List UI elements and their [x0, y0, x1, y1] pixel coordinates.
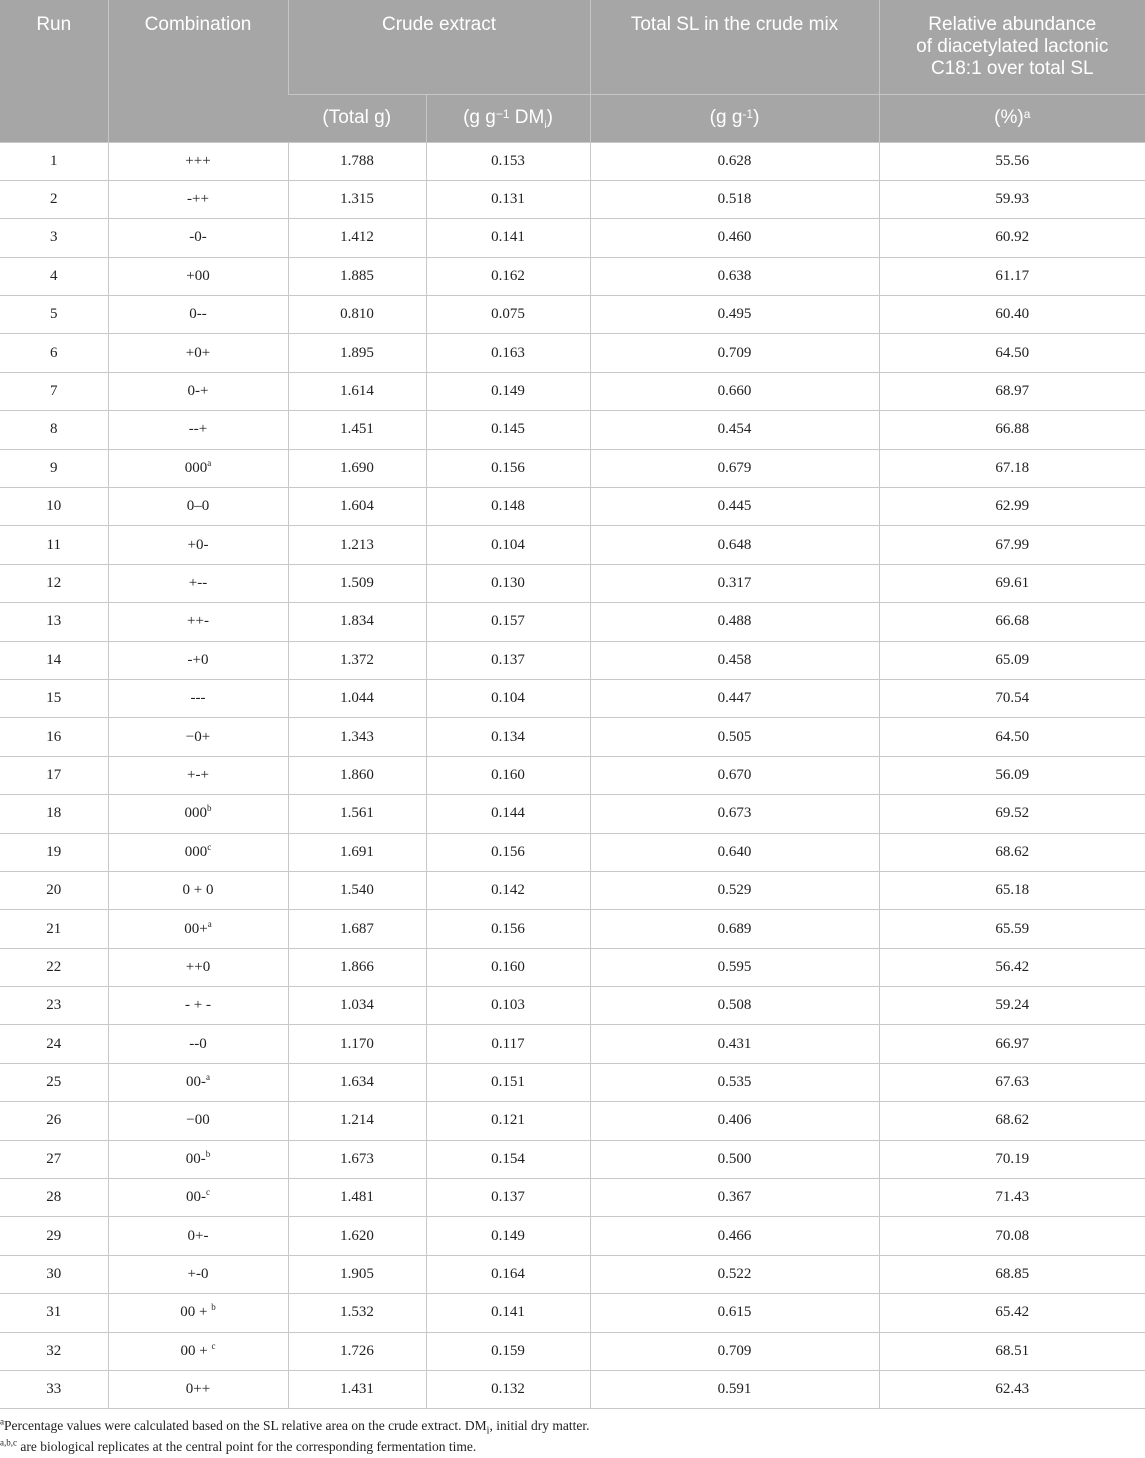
cell-run: 29 — [0, 1217, 108, 1255]
cell-total-g: 1.634 — [288, 1063, 426, 1101]
cell-total-g: 1.481 — [288, 1179, 426, 1217]
cell-relative-abundance: 67.18 — [879, 449, 1145, 487]
cell-g-per-g-dm: 0.142 — [426, 871, 590, 909]
cell-total-g: 1.214 — [288, 1102, 426, 1140]
cell-relative-abundance: 66.68 — [879, 603, 1145, 641]
cell-run: 2 — [0, 180, 108, 218]
cell-total-sl: 0.628 — [590, 142, 879, 180]
header-run: Run — [0, 0, 108, 142]
cell-run: 5 — [0, 296, 108, 334]
cell-relative-abundance: 68.97 — [879, 372, 1145, 410]
cell-combination: +00 — [108, 257, 288, 295]
table-row — [0, 641, 1145, 679]
cell-relative-abundance: 61.17 — [879, 257, 1145, 295]
cell-g-per-g-dm: 0.103 — [426, 987, 590, 1025]
cell-total-g: 1.213 — [288, 526, 426, 564]
cell-combination: -+0 — [108, 641, 288, 679]
cell-combination: --- — [108, 679, 288, 717]
header-total-sl: Total SL in the crude mix — [590, 0, 879, 94]
cell-g-per-g-dm: 0.134 — [426, 718, 590, 756]
cell-g-per-g-dm: 0.148 — [426, 488, 590, 526]
cell-total-sl: 0.689 — [590, 910, 879, 948]
cell-total-g: 1.673 — [288, 1140, 426, 1178]
cell-total-g: 1.540 — [288, 871, 426, 909]
cell-relative-abundance: 56.42 — [879, 948, 1145, 986]
cell-g-per-g-dm: 0.131 — [426, 180, 590, 218]
cell-total-sl: 0.488 — [590, 603, 879, 641]
cell-total-sl: 0.466 — [590, 1217, 879, 1255]
cell-g-per-g-dm: 0.137 — [426, 1179, 590, 1217]
unit-percent: (%)$^a$ — [879, 94, 1145, 142]
cell-relative-abundance: 65.09 — [879, 641, 1145, 679]
cell-g-per-g-dm: 0.149 — [426, 372, 590, 410]
cell-total-g: 1.604 — [288, 488, 426, 526]
cell-g-per-g-dm: 0.156 — [426, 910, 590, 948]
cell-total-sl: 0.317 — [590, 564, 879, 602]
cell-run: 22 — [0, 948, 108, 986]
cell-relative-abundance: 68.51 — [879, 1332, 1145, 1370]
cell-run: 13 — [0, 603, 108, 641]
table-row — [0, 219, 1145, 257]
cell-combination: -0- — [108, 219, 288, 257]
cell-total-g: 1.788 — [288, 142, 426, 180]
cell-total-g: 1.905 — [288, 1255, 426, 1293]
cell-run: 17 — [0, 756, 108, 794]
cell-combination: 00-$^a$ — [108, 1063, 288, 1101]
cell-total-sl: 0.445 — [590, 488, 879, 526]
cell-run: 26 — [0, 1102, 108, 1140]
cell-combination: -++ — [108, 180, 288, 218]
cell-g-per-g-dm: 0.157 — [426, 603, 590, 641]
cell-g-per-g-dm: 0.153 — [426, 142, 590, 180]
table-row — [0, 679, 1145, 717]
cell-total-g: 1.315 — [288, 180, 426, 218]
cell-combination: 000$^a$ — [108, 449, 288, 487]
cell-total-g: 1.372 — [288, 641, 426, 679]
cell-run: 25 — [0, 1063, 108, 1101]
cell-combination: --0 — [108, 1025, 288, 1063]
table-row — [0, 449, 1145, 487]
cell-relative-abundance: 60.40 — [879, 296, 1145, 334]
cell-total-g: 1.691 — [288, 833, 426, 871]
cell-relative-abundance: 64.50 — [879, 334, 1145, 372]
footnote-a: $^a$Percentage values were calculated based on the SL relative area on the crude extract. $DM_i$, initial dry matter. — [0, 1416, 590, 1437]
cell-total-g: 1.561 — [288, 795, 426, 833]
cell-total-sl: 0.535 — [590, 1063, 879, 1101]
table-row — [0, 833, 1145, 871]
cell-run: 6 — [0, 334, 108, 372]
cell-run: 15 — [0, 679, 108, 717]
cell-total-sl: 0.508 — [590, 987, 879, 1025]
cell-combination: 0–0 — [108, 488, 288, 526]
cell-combination: - + - — [108, 987, 288, 1025]
cell-combination: 00 + $^c$ — [108, 1332, 288, 1370]
cell-combination: 00+$^a$ — [108, 910, 288, 948]
cell-total-sl: 0.431 — [590, 1025, 879, 1063]
cell-total-g: 1.834 — [288, 603, 426, 641]
cell-run: 12 — [0, 564, 108, 602]
table-row — [0, 987, 1145, 1025]
cell-run: 11 — [0, 526, 108, 564]
cell-total-sl: 0.458 — [590, 641, 879, 679]
cell-total-sl: 0.495 — [590, 296, 879, 334]
cell-combination: ++- — [108, 603, 288, 641]
cell-total-sl: 0.638 — [590, 257, 879, 295]
table-row — [0, 756, 1145, 794]
cell-run: 32 — [0, 1332, 108, 1370]
cell-total-g: 1.451 — [288, 411, 426, 449]
cell-relative-abundance: 69.61 — [879, 564, 1145, 602]
cell-run: 14 — [0, 641, 108, 679]
cell-relative-abundance: 70.19 — [879, 1140, 1145, 1178]
cell-total-sl: 0.679 — [590, 449, 879, 487]
cell-run: 10 — [0, 488, 108, 526]
cell-total-sl: 0.522 — [590, 1255, 879, 1293]
cell-total-g: 1.895 — [288, 334, 426, 372]
cell-run: 9 — [0, 449, 108, 487]
cell-g-per-g-dm: 0.162 — [426, 257, 590, 295]
table-row — [0, 1025, 1145, 1063]
cell-run: 8 — [0, 411, 108, 449]
table-row — [0, 910, 1145, 948]
cell-combination: −0+ — [108, 718, 288, 756]
cell-run: 16 — [0, 718, 108, 756]
header-relative-abundance — [879, 0, 1145, 94]
cell-run: 31 — [0, 1294, 108, 1332]
cell-total-g: 1.620 — [288, 1217, 426, 1255]
cell-relative-abundance: 67.99 — [879, 526, 1145, 564]
cell-g-per-g-dm: 0.160 — [426, 756, 590, 794]
cell-g-per-g-dm: 0.141 — [426, 1294, 590, 1332]
cell-total-sl: 0.505 — [590, 718, 879, 756]
cell-total-g: 1.412 — [288, 219, 426, 257]
cell-run: 18 — [0, 795, 108, 833]
cell-combination: 000$^c$ — [108, 833, 288, 871]
cell-total-sl: 0.454 — [590, 411, 879, 449]
cell-total-g: 1.690 — [288, 449, 426, 487]
cell-relative-abundance: 56.09 — [879, 756, 1145, 794]
cell-g-per-g-dm: 0.151 — [426, 1063, 590, 1101]
cell-total-sl: 0.529 — [590, 871, 879, 909]
cell-relative-abundance: 66.88 — [879, 411, 1145, 449]
footnote-abc: $^{a,b,c}$ are biological replicates at the central point for the corresponding fermentation time. — [0, 1437, 477, 1454]
cell-total-sl: 0.367 — [590, 1179, 879, 1217]
cell-total-g: 1.431 — [288, 1371, 426, 1409]
cell-total-g: 0.810 — [288, 296, 426, 334]
cell-combination: +-- — [108, 564, 288, 602]
cell-relative-abundance: 66.97 — [879, 1025, 1145, 1063]
cell-combination: 0+- — [108, 1217, 288, 1255]
cell-total-sl: 0.591 — [590, 1371, 879, 1409]
cell-g-per-g-dm: 0.145 — [426, 411, 590, 449]
cell-combination: −00 — [108, 1102, 288, 1140]
unit-g-per-g-dm: (g $g^{-1}$ $DM_i$) — [426, 94, 590, 142]
table-row — [0, 1063, 1145, 1101]
cell-relative-abundance: 62.43 — [879, 1371, 1145, 1409]
cell-total-sl: 0.660 — [590, 372, 879, 410]
cell-total-sl: 0.447 — [590, 679, 879, 717]
table-row — [0, 334, 1145, 372]
cell-g-per-g-dm: 0.144 — [426, 795, 590, 833]
cell-total-sl: 0.709 — [590, 334, 879, 372]
cell-combination: 0++ — [108, 1371, 288, 1409]
cell-combination: +0+ — [108, 334, 288, 372]
cell-total-g: 1.885 — [288, 257, 426, 295]
cell-g-per-g-dm: 0.154 — [426, 1140, 590, 1178]
table-header — [0, 0, 1145, 142]
cell-relative-abundance: 68.85 — [879, 1255, 1145, 1293]
table-row — [0, 1102, 1145, 1140]
table-row — [0, 372, 1145, 410]
cell-g-per-g-dm: 0.159 — [426, 1332, 590, 1370]
cell-g-per-g-dm: 0.156 — [426, 449, 590, 487]
table-row — [0, 795, 1145, 833]
cell-total-sl: 0.673 — [590, 795, 879, 833]
cell-total-g: 1.860 — [288, 756, 426, 794]
cell-relative-abundance: 60.92 — [879, 219, 1145, 257]
cell-run: 7 — [0, 372, 108, 410]
cell-relative-abundance: 65.59 — [879, 910, 1145, 948]
table-row — [0, 1140, 1145, 1178]
cell-total-g: 1.034 — [288, 987, 426, 1025]
cell-run: 1 — [0, 142, 108, 180]
cell-total-sl: 0.500 — [590, 1140, 879, 1178]
cell-total-sl: 0.640 — [590, 833, 879, 871]
cell-run: 19 — [0, 833, 108, 871]
cell-relative-abundance: 59.24 — [879, 987, 1145, 1025]
table-row — [0, 142, 1145, 180]
cell-combination: +0- — [108, 526, 288, 564]
table-row — [0, 1255, 1145, 1293]
cell-combination: 00-$^b$ — [108, 1140, 288, 1178]
table-row — [0, 871, 1145, 909]
cell-run: 4 — [0, 257, 108, 295]
cell-run: 24 — [0, 1025, 108, 1063]
table-row — [0, 180, 1145, 218]
cell-total-g: 1.687 — [288, 910, 426, 948]
cell-run: 27 — [0, 1140, 108, 1178]
cell-total-sl: 0.460 — [590, 219, 879, 257]
cell-g-per-g-dm: 0.141 — [426, 219, 590, 257]
table-row — [0, 1179, 1145, 1217]
table-row — [0, 488, 1145, 526]
cell-g-per-g-dm: 0.156 — [426, 833, 590, 871]
header-crude-extract: Crude extract — [288, 0, 590, 94]
table-row — [0, 948, 1145, 986]
cell-relative-abundance: 55.56 — [879, 142, 1145, 180]
cell-total-g: 1.726 — [288, 1332, 426, 1370]
cell-g-per-g-dm: 0.163 — [426, 334, 590, 372]
cell-run: 3 — [0, 219, 108, 257]
cell-relative-abundance: 62.99 — [879, 488, 1145, 526]
table-row — [0, 1217, 1145, 1255]
cell-combination: 0-- — [108, 296, 288, 334]
cell-total-g: 1.343 — [288, 718, 426, 756]
cell-g-per-g-dm: 0.075 — [426, 296, 590, 334]
table-body — [0, 142, 1145, 1409]
cell-relative-abundance: 70.08 — [879, 1217, 1145, 1255]
cell-run: 33 — [0, 1371, 108, 1409]
cell-combination: 0 + 0 — [108, 871, 288, 909]
cell-combination: +-+ — [108, 756, 288, 794]
unit-total-g: (Total g) — [288, 94, 426, 142]
table-row — [0, 296, 1145, 334]
cell-g-per-g-dm: 0.104 — [426, 679, 590, 717]
cell-total-g: 1.509 — [288, 564, 426, 602]
cell-relative-abundance: 70.54 — [879, 679, 1145, 717]
cell-total-g: 1.170 — [288, 1025, 426, 1063]
table-row — [0, 257, 1145, 295]
table-row — [0, 603, 1145, 641]
cell-total-g: 1.044 — [288, 679, 426, 717]
table-row — [0, 718, 1145, 756]
cell-combination: +++ — [108, 142, 288, 180]
cell-relative-abundance: 59.93 — [879, 180, 1145, 218]
cell-relative-abundance: 71.43 — [879, 1179, 1145, 1217]
cell-relative-abundance: 69.52 — [879, 795, 1145, 833]
cell-g-per-g-dm: 0.121 — [426, 1102, 590, 1140]
cell-combination: --+ — [108, 411, 288, 449]
table-row — [0, 564, 1145, 602]
cell-g-per-g-dm: 0.117 — [426, 1025, 590, 1063]
cell-total-sl: 0.615 — [590, 1294, 879, 1332]
cell-run: 20 — [0, 871, 108, 909]
cell-total-sl: 0.670 — [590, 756, 879, 794]
header-relative-line1: Relative abundance — [928, 14, 1097, 35]
table-row — [0, 1294, 1145, 1332]
cell-combination: +-0 — [108, 1255, 288, 1293]
header-combination: Combination — [108, 0, 288, 142]
cell-combination: 0-+ — [108, 372, 288, 410]
cell-total-sl: 0.648 — [590, 526, 879, 564]
cell-relative-abundance: 64.50 — [879, 718, 1145, 756]
cell-combination: ++0 — [108, 948, 288, 986]
cell-total-g: 1.866 — [288, 948, 426, 986]
table-row — [0, 1371, 1145, 1409]
cell-g-per-g-dm: 0.130 — [426, 564, 590, 602]
cell-g-per-g-dm: 0.137 — [426, 641, 590, 679]
cell-total-sl: 0.518 — [590, 180, 879, 218]
table-row — [0, 526, 1145, 564]
cell-total-g: 1.614 — [288, 372, 426, 410]
cell-combination: 000$^b$ — [108, 795, 288, 833]
table-row — [0, 1332, 1145, 1370]
cell-run: 30 — [0, 1255, 108, 1293]
cell-relative-abundance: 68.62 — [879, 1102, 1145, 1140]
cell-g-per-g-dm: 0.132 — [426, 1371, 590, 1409]
header-relative-line3: C18:1 over total SL — [930, 58, 1094, 79]
cell-relative-abundance: 68.62 — [879, 833, 1145, 871]
cell-total-sl: 0.709 — [590, 1332, 879, 1370]
header-relative-line2: of diacetylated lactonic — [916, 36, 1109, 57]
cell-run: 23 — [0, 987, 108, 1025]
cell-run: 28 — [0, 1179, 108, 1217]
cell-g-per-g-dm: 0.160 — [426, 948, 590, 986]
cell-total-sl: 0.406 — [590, 1102, 879, 1140]
table-row — [0, 411, 1145, 449]
cell-run: 21 — [0, 910, 108, 948]
cell-total-g: 1.532 — [288, 1294, 426, 1332]
cell-combination: 00-$^c$ — [108, 1179, 288, 1217]
unit-g-per-g: (g $g^{-1}$) — [590, 94, 879, 142]
cell-relative-abundance: 67.63 — [879, 1063, 1145, 1101]
cell-combination: 00 + $^b$ — [108, 1294, 288, 1332]
cell-g-per-g-dm: 0.149 — [426, 1217, 590, 1255]
cell-relative-abundance: 65.18 — [879, 871, 1145, 909]
cell-g-per-g-dm: 0.104 — [426, 526, 590, 564]
cell-relative-abundance: 65.42 — [879, 1294, 1145, 1332]
cell-total-sl: 0.595 — [590, 948, 879, 986]
table-footnotes — [0, 1416, 1145, 1458]
cell-g-per-g-dm: 0.164 — [426, 1255, 590, 1293]
